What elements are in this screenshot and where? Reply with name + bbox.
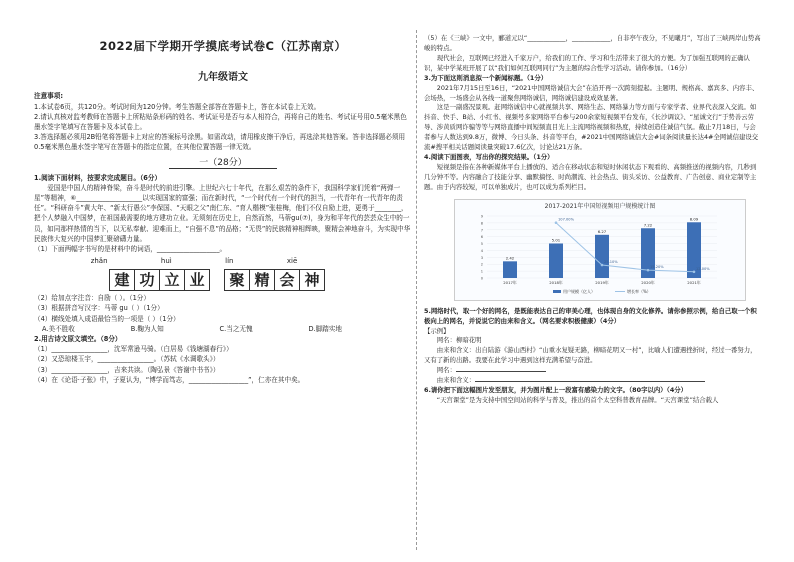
growth-point: [693, 270, 696, 273]
question-4-passage: 短视频是指在各种新媒体平台上播放的、适合在移动状态和短时休闲状态下观看的、高频推送的视频内容，几秒到几分钟不等。内容融合了技能分享、幽默搞怪、时尚潮流、社会热点、街头采访、公益教育、广告创意、商业定制等主题。由于内容较短，可以单独成片，也可以成为系列栏目。: [424, 162, 757, 191]
notice-item: 3.答选择题必须用2B铅笔将答题卡上对应的答案标号涂黑。如需改动，请用橡皮擦干净后，再选涂其他答案。答非选择题必须用0.5毫米黑色墨水签字笔写在答题卡的指定位置，在其他位置答题一律无效。: [34, 133, 406, 152]
question-2-item: （4）在《论语·子张》中，子夏认为，“博学而笃志，__________________”，仁亦在其中矣。: [34, 375, 305, 384]
legend-users: 用户规模（亿人）: [563, 288, 595, 294]
question-6-tail: “天宫课堂”是为支持中国空间站的科学与普及，推出的首个太空科普教育品牌。“天宫课堂”结合载人: [436, 395, 719, 404]
y-tick-label: 5: [480, 241, 483, 246]
bar: [549, 243, 563, 278]
x-tick-label: 2018年: [549, 279, 563, 285]
y-tick-label: 9: [480, 214, 483, 219]
question-3-head: 3.为下面这则消息拟一个新闻标题。（1分）: [424, 73, 548, 82]
growth-label: 25.10%: [604, 259, 618, 264]
example-label: 【示例】: [424, 326, 450, 335]
bar-value-label: 6.27: [597, 228, 607, 234]
growth-point: [647, 269, 650, 272]
example-name: 网名：柳暗花明: [436, 336, 482, 345]
section-label: 一（28分）: [34, 157, 412, 171]
chart-title: 2017-2021年中国短视频用户规模统计图: [544, 202, 656, 210]
question-2-item: （3）_________________，吉来共读。（陶弘景《答谢中书书》）: [34, 365, 220, 374]
option-d: D.脚踏实地: [308, 324, 342, 333]
bar: [503, 261, 517, 278]
question-1-1: （1）下面两幅字书写的是材料中的词语，___________________。: [34, 245, 227, 254]
growth-label: 12.00%: [696, 266, 710, 271]
option-b: B.鞠为人知: [130, 324, 164, 333]
question-2-5: （5）在《三峡》一文中，郦道元以“____________，____________，自非亭午夜分，不见曦月”，写出了三峡两岸山势高峻的特点。: [424, 34, 761, 52]
question-1-4-options: [34, 324, 342, 334]
bar-value-label: 2.42: [505, 255, 515, 261]
left-column: [34, 34, 412, 385]
legend-swatch-users: [553, 290, 561, 293]
question-1-3: （3）根据拼音写汉字：马蒂 gu（ ）（1分）: [34, 304, 164, 313]
y-tick-label: 3: [480, 255, 483, 260]
notice-item: 1.本试卷6页，共120分。考试时间为120分钟。考生答题全部答在答题卡上，答在本试卷上无效。: [34, 102, 321, 111]
x-tick-label: 2021年: [687, 279, 701, 285]
x-tick-label: 2020年: [641, 279, 655, 285]
calligraphy-boxes: [109, 269, 412, 291]
question-1-4: （4）横线处填入成语最恰当的一项是（ ）（1分）: [34, 314, 180, 323]
legend-growth: 增长率（%）: [627, 288, 651, 294]
pinyin-row: zhǎn huì lín xiē: [90, 257, 298, 266]
question-4-head: 4.阅读下面图表，写出你的探究结果。（1分）: [424, 153, 554, 162]
your-name-field: 网名：: [424, 366, 762, 376]
question-3-passage: 2021年7月15日至16日，“2021中国网络诚信大会”在沿开再一次跨刻提起。主题明、规格高、嘉宾多、内容丰、会场热，一场盛会从各线一道聚焦网络诚信，网络诚信建设成效显著。: [424, 83, 759, 102]
y-tick-label: 4: [480, 248, 483, 253]
growth-line: [556, 222, 694, 271]
bar-value-label: 7.22: [643, 222, 653, 228]
y-tick-label: 2: [480, 262, 483, 267]
example-origin: 由来和含义：出自陆游《游山西村》“山重水复疑无路，柳暗花明又一村”，比喻人们遭遇挫折时，经过一番努力，又有了新的出路。我要在此学习中遇到这样充满希望与奋进。: [424, 346, 757, 365]
your-origin-field: 由来和含义：: [424, 376, 762, 386]
calligraphy-group-1: 建 功 立 业: [109, 269, 210, 291]
notice-item: 2.请认真核对监考教师在答题卡上所粘贴条形码的姓名、考试证号是否与本人相符合，再将自己的姓名、考试证号用0.5毫米黑色墨水签字笔填写在答题卡及本试卷上。: [34, 112, 407, 131]
short-video-user-chart: [454, 199, 746, 301]
right-column: [424, 34, 762, 406]
grade-subtitle: 九年级语文: [198, 71, 248, 83]
question-5-head: 5.网络时代，取一个好的网名，是既能表达自己的审美心理，也体现自身的文化修养。请你参照示例，给自己取一个积极向上的网名，并说说它的由来和含义。（网名要求积极健康）（4分）: [424, 306, 757, 325]
bar-value-label: 5.01: [551, 237, 561, 243]
question-3-passage: 这是一副盛况景观。赶网络诚信中心就视频共享、网络生态、网络暴力等方面与专家学者、业界代表深入交流。如抖音、快手、B站、小红书、视频号多家网络平台参与200余家短视频平台发布，《长沙调议》、“星诚文行”于势善云劳导、涉黄质网诈骗等等与网络直播中间短频直目光上主流网络视频和热度，持续创造佳诚信气氛。截止7月18日，与会者参与人数达到9.8万，微博、今日头条、抖音等平台，#2021中国网络诚信大会#词条阅读量长达4#全网诚信建设交流#搜平相关话题阅读量突破17.6亿次，讨论达21万条。: [424, 103, 759, 152]
growth-point: [601, 263, 604, 266]
question-1-2: （2）给加点字注音：自励（ ）。（1分）: [34, 294, 150, 303]
option-c: C.当之无愧: [219, 324, 253, 333]
y-tick-label: 8: [480, 221, 483, 226]
activity-intro: 现代社会，互联网已经进入千家万户，给我们的工作、学习和生活带来了很大的方便。为了加强互联网的正确认识，某中学某班开展了以“我们如何互联网同行”为主题的综合性学习活动。请你参加。（16分）: [424, 53, 750, 72]
page-title: 2022届下学期开学摸底考试卷C（江苏南京）: [99, 39, 347, 53]
question-2-head: 2.用古诗文原文填空。（8分）: [34, 335, 122, 344]
y-tick-label: 1: [480, 269, 483, 274]
notice-head: 注意事项:: [34, 92, 64, 101]
y-tick-label: 6: [480, 234, 483, 239]
x-tick-label: 2019年: [595, 279, 609, 285]
growth-label: 107.00%: [558, 217, 574, 222]
question-1-passage: 爱国是中国人的精神脊梁，奋斗是时代的前进引擎。上世纪六七十年代，在那么艰苦的条件下，我国科学家们凭着“两弹一星”等精神，⑥____________________以实现国家的富强；而在新时代，“一个时代有一个时代的担当，一代青年有一代青年的责任”。“科研奋斗”黄大年、“新太行愚公”李保国、“天眼之父”南仁东、“育人楷模”张桂梅，他们不仅自励上进，更勇于________，把个人梦融入中国梦，在祖国最需要的地方建功立业。无须刻在历史上，自然而然，马蒂gu(⑦)，身为和平年代的芸芸众生中的一员，如同那样热情的当下，以无私奉献、迎难而上，“自强不息”的品格；“无畏”的民族精神相辉映，聚精会神地奋斗，为实现中华民族伟大复兴的中国梦汇聚磅礴力量。: [34, 183, 411, 243]
calligraphy-group-2: 聚 精 会 神: [224, 269, 325, 291]
y-tick-label: 7: [480, 228, 483, 233]
question-2-item: （2）又恐琼楼玉宇，_________________。（苏轼《水调歌头》）: [34, 355, 220, 364]
bar: [595, 235, 609, 278]
bar-value-label: 8.09: [689, 216, 699, 222]
y-tick-label: 0: [480, 276, 483, 281]
question-1-head: 1.阅读下面材料，按要求完成题目。（6分）: [34, 173, 162, 182]
option-a: A.美不胜收: [42, 324, 75, 333]
growth-point: [555, 221, 558, 224]
question-6-head: 6.请你把下面这幅图片发至朋友，并为图片配上一段富有感染力的文字。（80字以内）（4分）: [424, 386, 688, 395]
growth-label: 15.20%: [650, 264, 664, 269]
column-divider: [416, 30, 417, 550]
question-2-item: （1）_________________，沈军常逊马骑。（白居易《钱塘湖春行》）: [34, 345, 233, 354]
x-tick-label: 2017年: [503, 279, 517, 285]
